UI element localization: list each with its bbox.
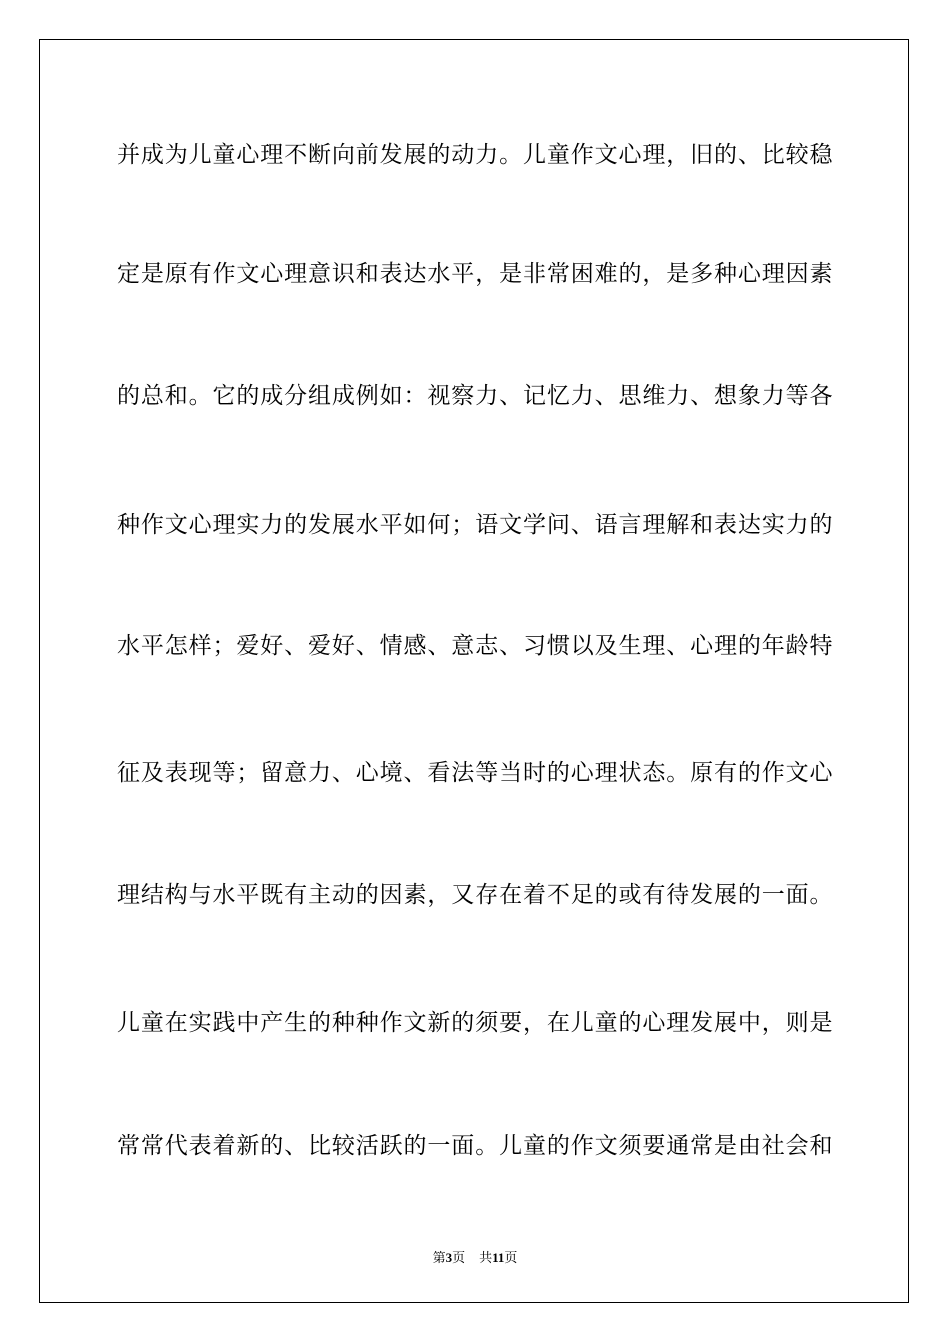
body-text-line: 征及表现等；留意力、心境、看法等当时的心理状态。原有的作文心	[117, 760, 833, 786]
page-footer	[0, 1247, 950, 1266]
body-text-line: 定是原有作文心理意识和表达水平，是非常困难的，是多种心理因素	[117, 261, 833, 287]
body-text-line: 的总和。它的成分组成例如：视察力、记忆力、思维力、想象力等各	[117, 383, 833, 409]
page-prefix: 第	[432, 1250, 446, 1265]
body-text-line: 种作文心理实力的发展水平如何；语文学问、语言理解和表达实力的	[117, 512, 833, 538]
body-text-line: 理结构与水平既有主动的因素，又存在着不足的或有待发展的一面。	[117, 882, 833, 908]
body-text-line: 水平怎样；爱好、爱好、情感、意志、习惯以及生理、心理的年龄特	[117, 633, 833, 659]
page-number: 3	[445, 1250, 453, 1265]
total-prefix: 共	[479, 1250, 493, 1265]
total-pages: 11	[492, 1250, 505, 1265]
body-text-line: 儿童在实践中产生的种种作文新的须要，在儿童的心理发展中，则是	[117, 1010, 833, 1036]
total-suffix: 页	[504, 1250, 518, 1265]
page-suffix: 页	[452, 1250, 466, 1265]
body-text-line: 常常代表着新的、比较活跃的一面。儿童的作文须要通常是由社会和	[117, 1133, 833, 1159]
body-text-line: 并成为儿童心理不断向前发展的动力。儿童作文心理，旧的、比较稳	[117, 142, 833, 168]
page-border	[39, 39, 909, 1303]
